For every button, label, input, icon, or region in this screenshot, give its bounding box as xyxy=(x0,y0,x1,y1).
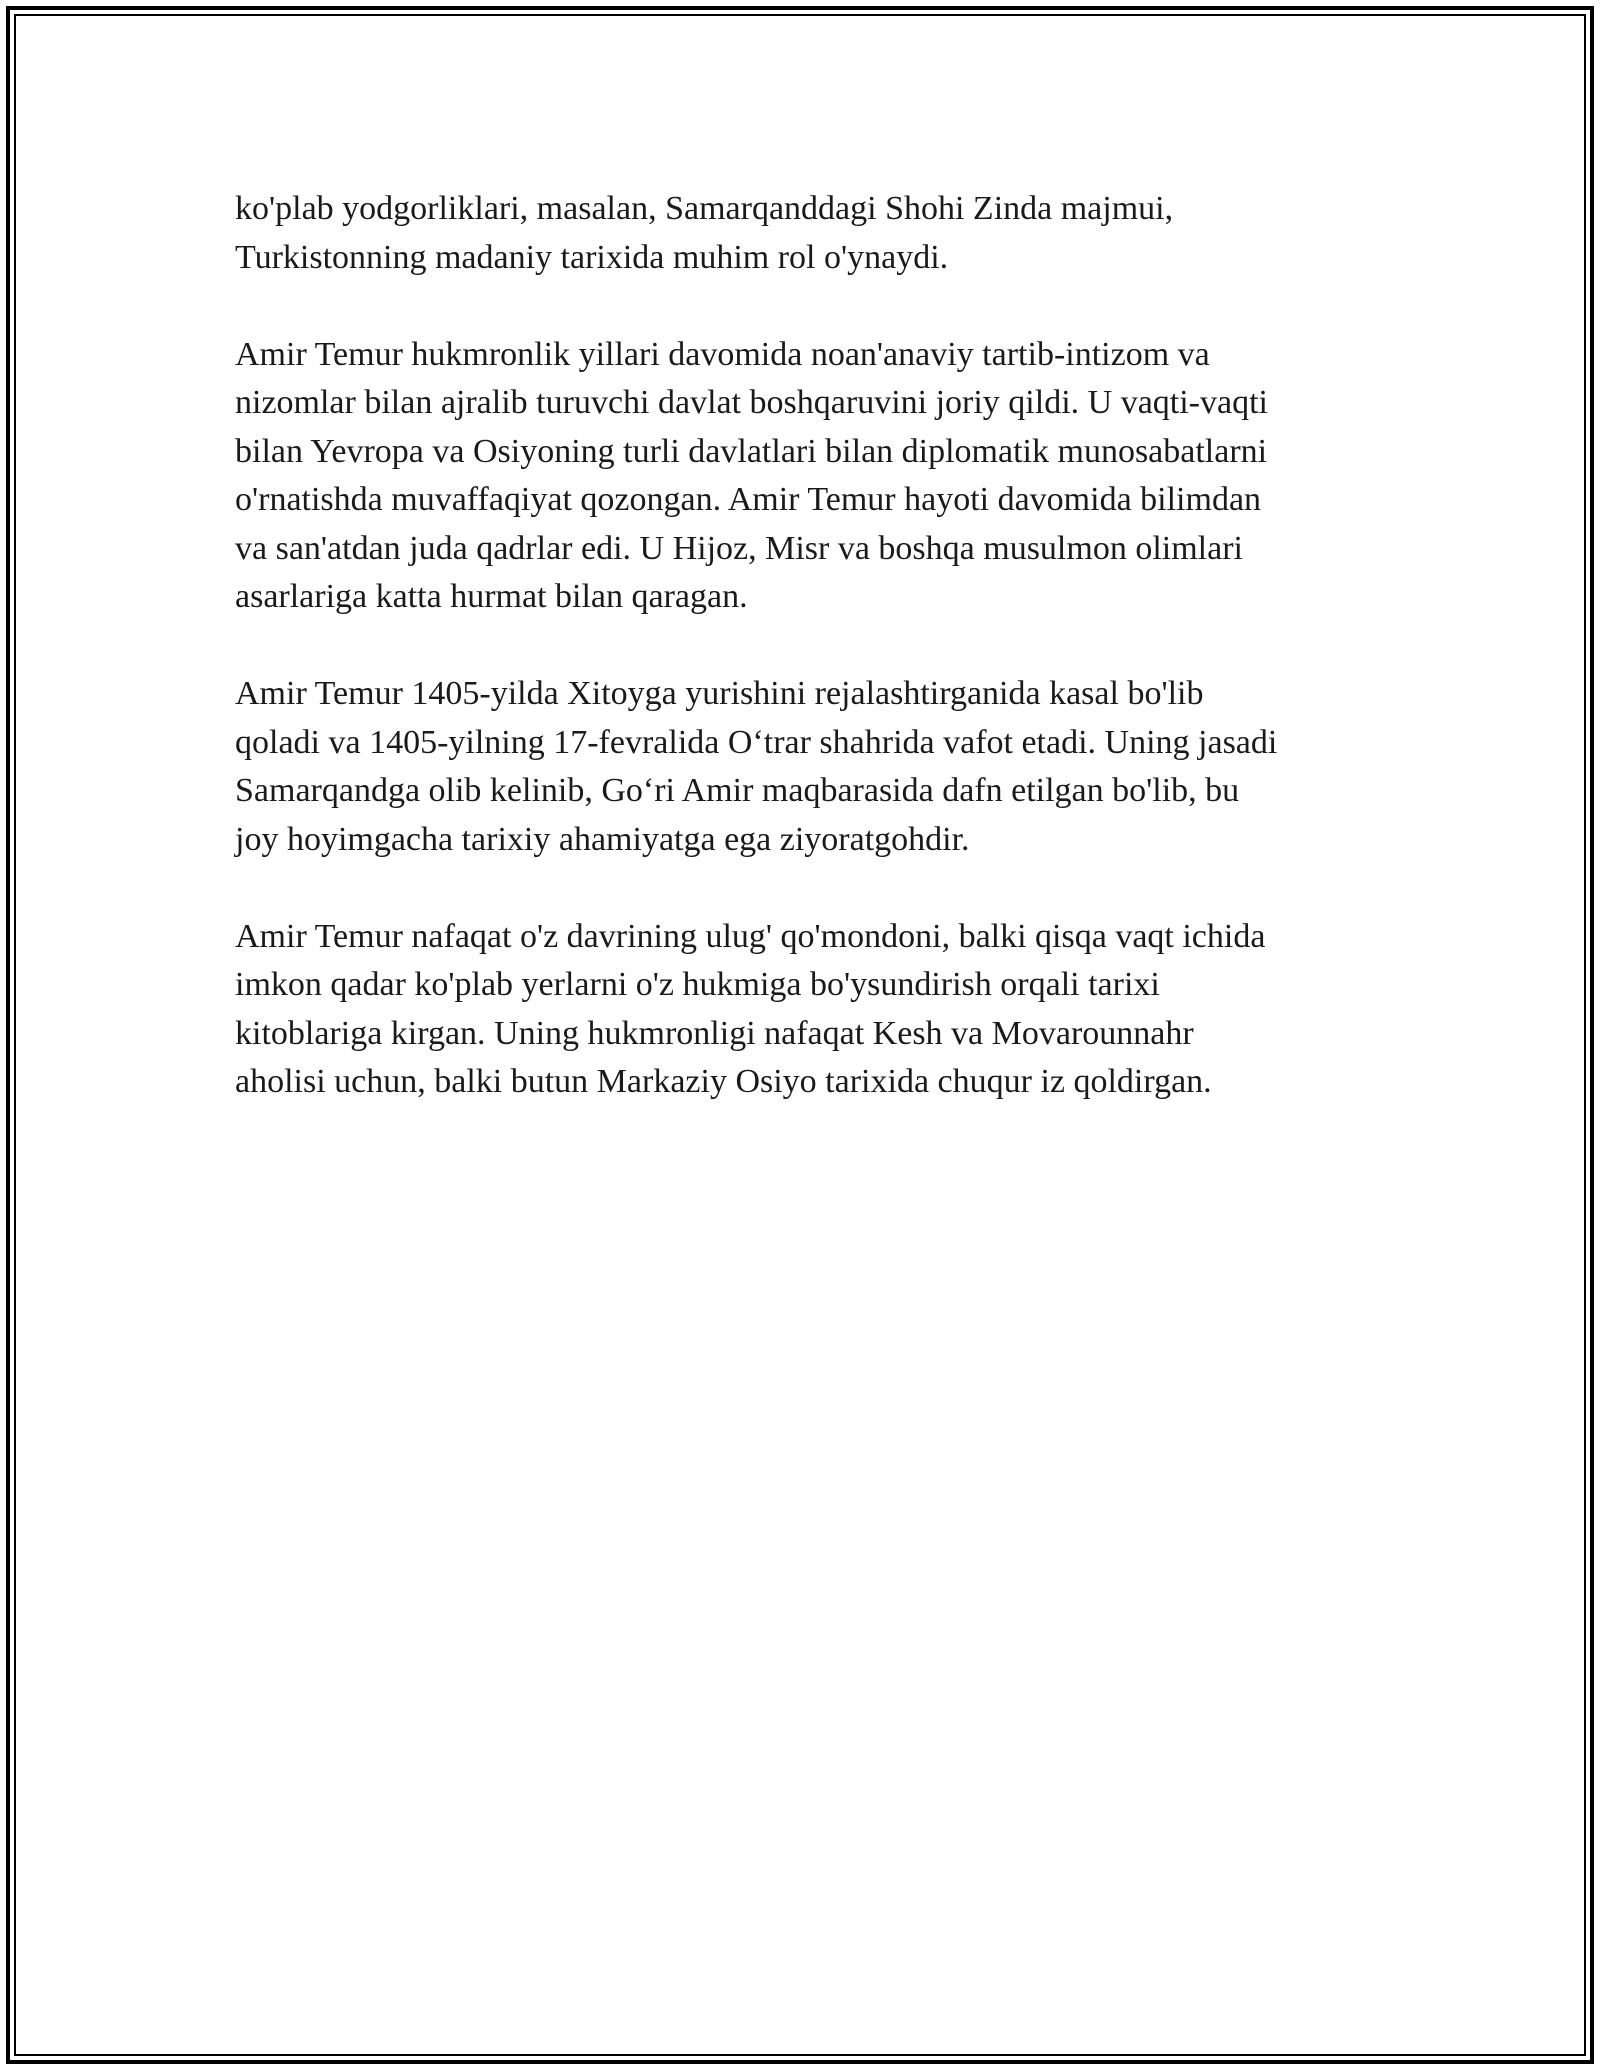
text-line: Amir Temur hukmronlik yillari davomida noan'anaviy tartib-intizom va xyxy=(235,335,1210,373)
text-line: ko'plab yodgorliklari, masalan, Samarqanddagi Shohi Zinda majmui, xyxy=(235,190,1174,227)
text-line: Samarqandga olib kelinib, Go‘ri Amir maqbarasida dafn etilgan bo'lib, bu xyxy=(235,772,1240,809)
text-line: asarlariga katta hurmat bilan qaragan. xyxy=(235,578,748,615)
text-line: Amir Temur 1405-yilda Xitoyga yurishini rejalashtirganida kasal bo'lib xyxy=(235,675,1204,712)
paragraph-2 xyxy=(235,331,1395,622)
text-line: aholisi uchun, balki butun Markaziy Osiyo tarixida chuqur iz qoldirgan. xyxy=(235,1063,1212,1100)
paragraph-1 xyxy=(235,185,1395,282)
paragraph-3 xyxy=(235,670,1395,864)
text-line: kitoblariga kirgan. Uning hukmronligi nafaqat Kesh va Movarounnahr xyxy=(235,1014,1194,1052)
text-line: o'rnatishda muvaffaqiyat qozongan. Amir Temur hayoti davomida bilimdan xyxy=(235,481,1262,518)
text-line: joy hoyimgacha tarixiy ahamiyatga ega ziyoratgohdir. xyxy=(235,820,970,858)
text-line: Turkistonning madaniy tarixida muhim rol o'ynaydi. xyxy=(235,238,949,276)
text-line: imkon qadar ko'plab yerlarni o'z hukmiga bo'ysundirish orqali tarixi xyxy=(235,966,1160,1003)
text-line: nizomlar bilan ajralib turuvchi davlat boshqaruvini joriy qildi. U vaqti-vaqti xyxy=(235,384,1268,421)
text-line: bilan Yevropa va Osiyoning turli davlatlari bilan diplomatik munosabatlarni xyxy=(235,432,1268,470)
paragraph-4 xyxy=(235,913,1395,1107)
text-line: Amir Temur nafaqat o'z davrining ulug' qo'mondoni, balki qisqa vaqt ichida xyxy=(235,917,1266,955)
document-body xyxy=(235,185,1395,1155)
text-line: va san'atdan juda qadrlar edi. U Hijoz, Misr va boshqa musulmon olimlari xyxy=(235,529,1243,567)
text-line: qoladi va 1405-yilning 17-fevralida O‘trar shahrida vafot etadi. Uning jasadi xyxy=(235,723,1278,761)
